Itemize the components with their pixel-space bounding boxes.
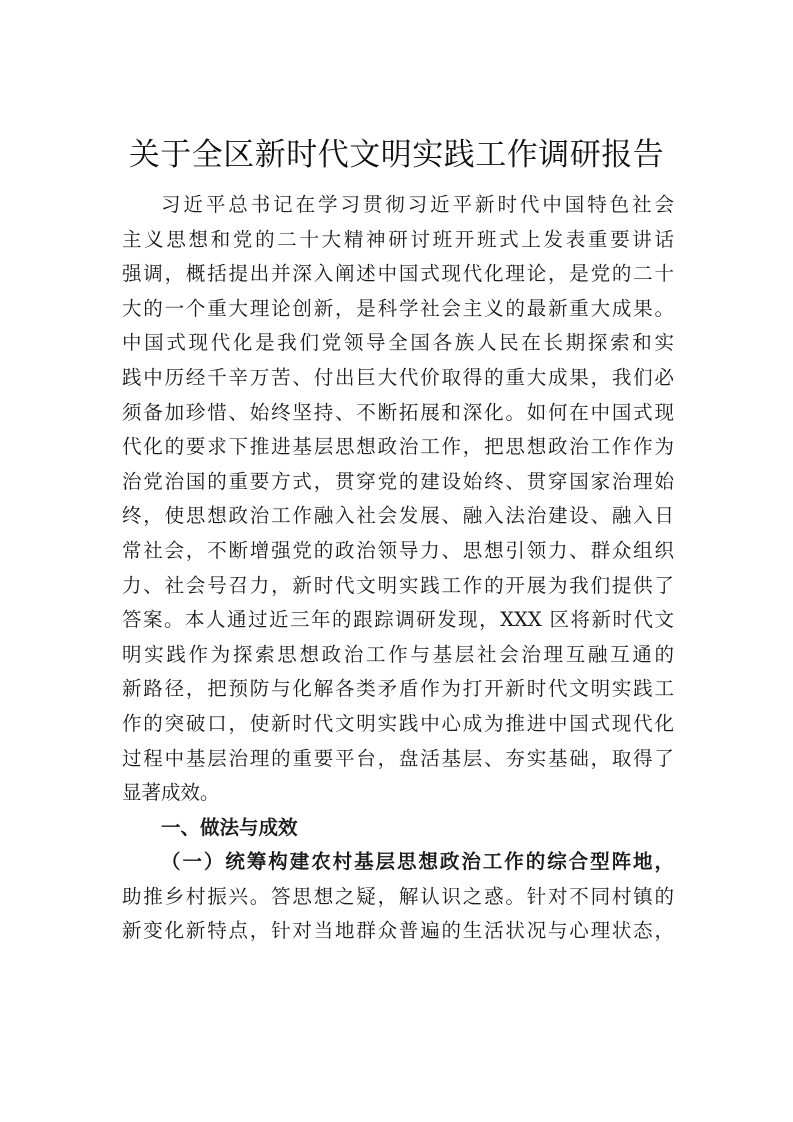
body-line: 助推乡村振兴。答思想之疑，解认识之惑。针对不同村镇的: [122, 884, 674, 908]
body-line: 新路径，把预防与化解各类矛盾作为打开新时代文明实践工: [122, 677, 674, 701]
body-line: 践中历经千辛万苦、付出巨大代价取得的重大成果，我们必: [122, 365, 674, 389]
body-line: 新变化新特点，针对当地群众普遍的生活状况与心理状态，: [122, 919, 674, 943]
body-line: 力、社会号召力，新时代文明实践工作的开展为我们提供了: [122, 573, 674, 597]
section-heading: 一、做法与成效: [161, 815, 298, 839]
subsection-heading: （一）统筹构建农村基层思想政治工作的综合型阵地，: [161, 850, 674, 874]
body-line: 显著成效。: [122, 781, 220, 805]
body-line: 中国式现代化是我们党领导全国各族人民在长期探索和实: [122, 331, 674, 355]
body-line: 答案。本人通过近三年的跟踪调研发现，XXX 区将新时代文: [122, 608, 674, 632]
body-line: 须备加珍惜、始终坚持、不断拓展和深化。如何在中国式现: [122, 400, 674, 424]
body-line: 明实践作为探索思想政治工作与基层社会治理互融互通的: [122, 642, 674, 666]
body-line: 习近平总书记在学习贯彻习近平新时代中国特色社会: [161, 193, 674, 216]
document-body: [122, 188, 674, 949]
body-line: 终，使思想政治工作融入社会发展、融入法治建设、融入日: [122, 504, 674, 528]
body-line: 主义思想和党的二十大精神研讨班开班式上发表重要讲话: [122, 227, 674, 251]
body-line: 常社会，不断增强党的政治领导力、思想引领力、群众组织: [122, 538, 674, 562]
body-line: 过程中基层治理的重要平台，盘活基层、夯实基础，取得了: [122, 746, 674, 770]
document-title: 关于全区新时代文明实践工作调研报告: [128, 137, 665, 173]
body-line: 强调，概括提出并深入阐述中国式现代化理论，是党的二十: [122, 262, 674, 286]
body-line: 大的一个重大理论创新，是科学社会主义的最新重大成果。: [122, 296, 674, 320]
body-line: 代化的要求下推进基层思想政治工作，把思想政治工作作为: [122, 435, 674, 459]
body-line: 作的突破口，使新时代文明实践中心成为推进中国式现代化: [122, 711, 674, 735]
body-line: 治党治国的重要方式，贯穿党的建设始终、贯穿国家治理始: [122, 469, 674, 493]
